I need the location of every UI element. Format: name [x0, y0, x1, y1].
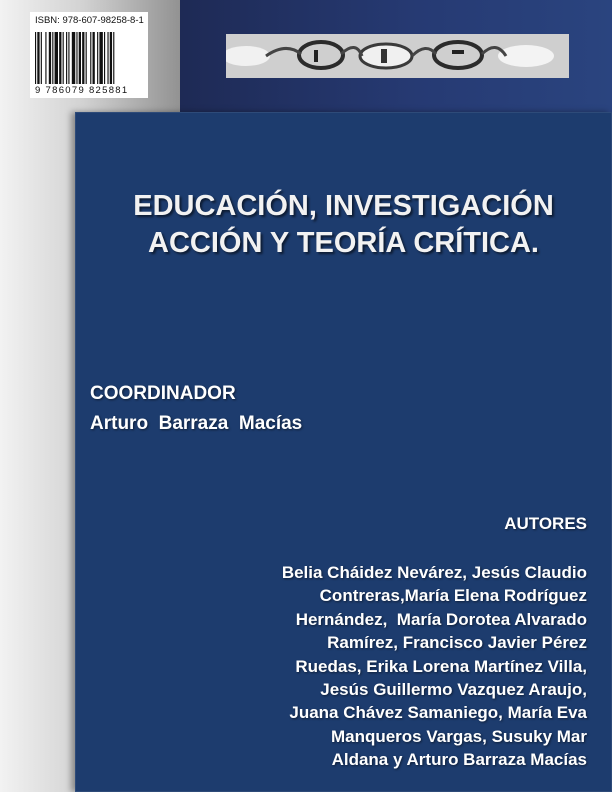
isbn-label: ISBN: 978-607-98258-8-1 [35, 15, 144, 26]
barcode-bar [90, 32, 91, 84]
barcode-bar [99, 32, 102, 84]
author-line: Jesús Guillermo Vazquez Araujo, [320, 680, 587, 700]
book-title-line-2: ACCIÓN Y TEORÍA CRÍTICA. [148, 227, 539, 259]
barcode-bar [41, 32, 42, 84]
coordinator-label: COORDINADOR [90, 383, 236, 404]
barcode-bars [35, 32, 143, 84]
barcode-bar [45, 32, 46, 84]
barcode-bar [107, 32, 108, 84]
author-line: Ramírez, Francisco Javier Pérez [327, 633, 587, 653]
isbn-barcode [30, 12, 148, 98]
author-line: Ruedas, Erika Lorena Martínez Villa, [295, 656, 587, 676]
publisher-logo-strip [226, 34, 569, 78]
barcode-bar [76, 32, 77, 84]
book-title [75, 188, 612, 262]
barcode-bar [66, 32, 67, 84]
barcode-bar [63, 32, 64, 84]
book-title-line-1: EDUCACIÓN, INVESTIGACIÓN [133, 190, 554, 222]
logo-graphic [226, 34, 569, 78]
author-line: Aldana y Arturo Barraza Macías [331, 750, 587, 770]
barcode-bar [104, 32, 105, 84]
barcode-bar [37, 32, 39, 84]
barcode-bar [68, 32, 69, 84]
barcode-bar [59, 32, 61, 84]
barcode-bar [113, 32, 114, 84]
barcode-bar [110, 32, 112, 84]
author-line: Contreras,María Elena Rodríguez [319, 586, 587, 606]
barcode-bar [79, 32, 81, 84]
barcode-bar [35, 32, 36, 84]
barcode-bar [49, 32, 51, 84]
author-line: Hernández, María Dorotea Alvarado [295, 609, 587, 629]
coordinator-name: Arturo Barraza Macías [90, 413, 303, 434]
barcode-digits: 9 786079 825881 [35, 85, 129, 96]
barcode-bar [52, 32, 53, 84]
barcode-bar [86, 32, 87, 84]
authors-list [167, 561, 587, 772]
author-line: Manqueros Vargas, Susuky Mar [330, 726, 587, 746]
author-line: Belia Cháidez Nevárez, Jesús Claudio [281, 563, 587, 582]
authors-label: AUTORES [504, 514, 587, 533]
barcode-bar [82, 32, 84, 84]
barcode-bar [93, 32, 95, 84]
barcode-bar [55, 32, 58, 84]
barcode-bar [72, 32, 75, 84]
author-line: Juana Chávez Samaniego, María Eva [289, 703, 587, 723]
barcode-bar [97, 32, 98, 84]
